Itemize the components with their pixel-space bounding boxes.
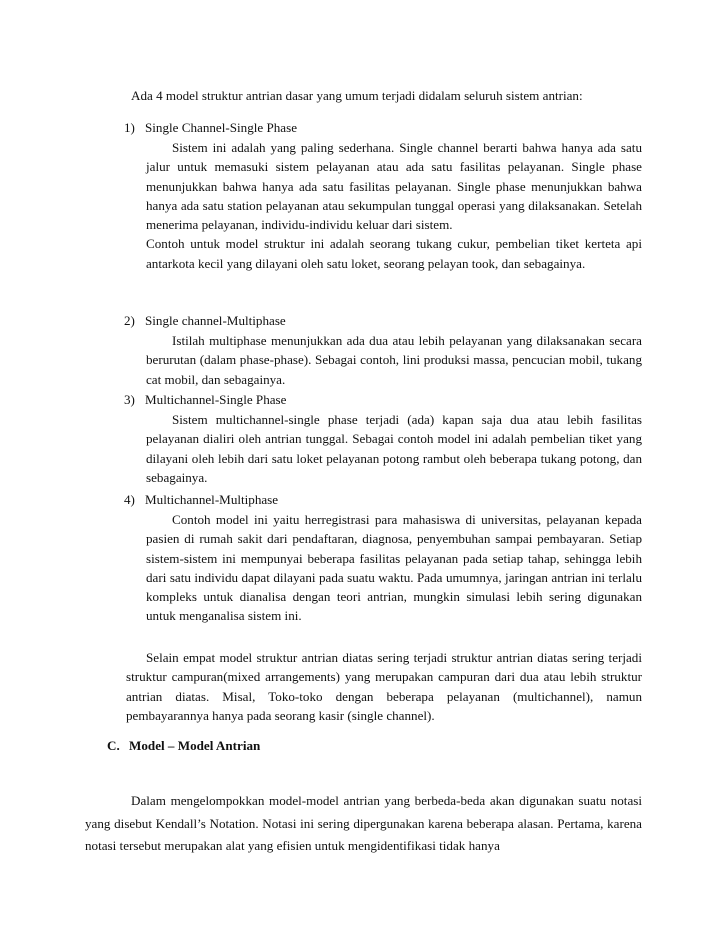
- section-letter: C.: [107, 738, 120, 753]
- list-item-1-number: 1): [124, 120, 135, 135]
- list-item-3-description: Sistem multichannel-single phase terjadi (ada) kapan saja dua atau lebih fasilitas pelayanan dialiri oleh antrian tunggal. Sebagai contoh model ini adalah pembelian tiket yang dilayani oleh lebih dari satu loket pelayanan potong rambut oleh beberapa tukang potong, dan sebagainya.: [146, 412, 642, 485]
- body-paragraph: Dalam mengelompokkan model-model antrian yang berbeda-beda akan digunakan suatu notasi yang disebut Kendall’s Notation. Notasi ini sering dipergunakan karena beberapa alasan. Pertama, karena notasi tersebut merupakan alat yang efisien untuk mengidentifikasi tidak hanya: [85, 793, 642, 853]
- list-item-1-heading: [124, 118, 297, 138]
- list-item-4-title: Multichannel-Multiphase: [145, 492, 279, 507]
- list-item-2-body: [146, 331, 642, 389]
- list-item-3-heading: [124, 390, 286, 410]
- list-item-4-heading: [124, 490, 278, 510]
- list-item-1-title: Single Channel-Single Phase: [145, 120, 298, 135]
- list-item-2-description: Istilah multiphase menunjukkan ada dua atau lebih pelayanan yang dilaksanakan secara berurutan (dalam phase-phase). Sebagai contoh, lini produksi massa, pencucian mobil, tukang cat mobil, dan sebagainya.: [146, 333, 642, 387]
- list-item-3-body: [146, 410, 642, 487]
- list-item-2-number: 2): [124, 313, 135, 328]
- list-item-3-title: Multichannel-Single Phase: [145, 392, 287, 407]
- list-item-4-description: Contoh model ini yaitu herregistrasi para mahasiswa di universitas, pelayanan kepada pasien di rumah sakit dari pendaftaran, diagnosa, penyembuhan sampai pembayaran. Setiap sistem-sistem ini mempunyai beberapa fasilitas pelayanan pada setiap tahap, sehingga lebih dari satu individu dapat dilayani pada suatu waktu. Pada umumnya, jaringan antrian ini terlalu kompleks untuk dianalisa dengan teori antrian, mungkin simulasi lebih sering digunakan untuk menganalisa sistem ini.: [146, 512, 642, 624]
- intro-text: Ada 4 model struktur antrian dasar yang umum terjadi didalam seluruh sistem antrian:: [131, 88, 583, 103]
- section-heading: [107, 736, 260, 756]
- list-item-1-description: Sistem ini adalah yang paling sederhana. Single channel berarti bahwa hanya ada satu jalur untuk memasuki sistem pelayanan atau ada satu fasilitas pelayanan. Single phase menunjukkan bahwa hanya ada satu fasilitas pelayanan. Single phase menunjukkan bahwa hanya ada satu station pelayanan atau sekumpulan tunggal operasi yang dilaksanakan. Setelah menerima pelayanan, individu-individu keluar dari sistem.: [146, 140, 642, 233]
- list-item-2-title: Single channel-Multiphase: [145, 313, 286, 328]
- list-item-1-body: [146, 138, 642, 273]
- list-item-4-number: 4): [124, 492, 135, 507]
- list-item-1-example: Contoh untuk model struktur ini adalah seorang tukang cukur, pembelian tiket kerteta api antarkota kecil yang dilayani oleh satu loket, seorang pelayan took, dan sebagainya.: [146, 236, 642, 271]
- list-item-2-heading: [124, 311, 286, 331]
- list-item-4-body: [146, 510, 642, 626]
- closing-paragraph: Selain empat model struktur antrian diatas sering terjadi struktur antrian diatas sering terjadi struktur campuran(mixed arrangements) yang merupakan campuran dari dua atau lebih struktur antrian diatas. Misal, Toko-toko dengan beberapa pelayanan (multichannel), namun pembayarannya hanya pada seorang kasir (single channel).: [126, 650, 642, 723]
- list-item-3-number: 3): [124, 392, 135, 407]
- section-title: Model – Model Antrian: [129, 738, 261, 753]
